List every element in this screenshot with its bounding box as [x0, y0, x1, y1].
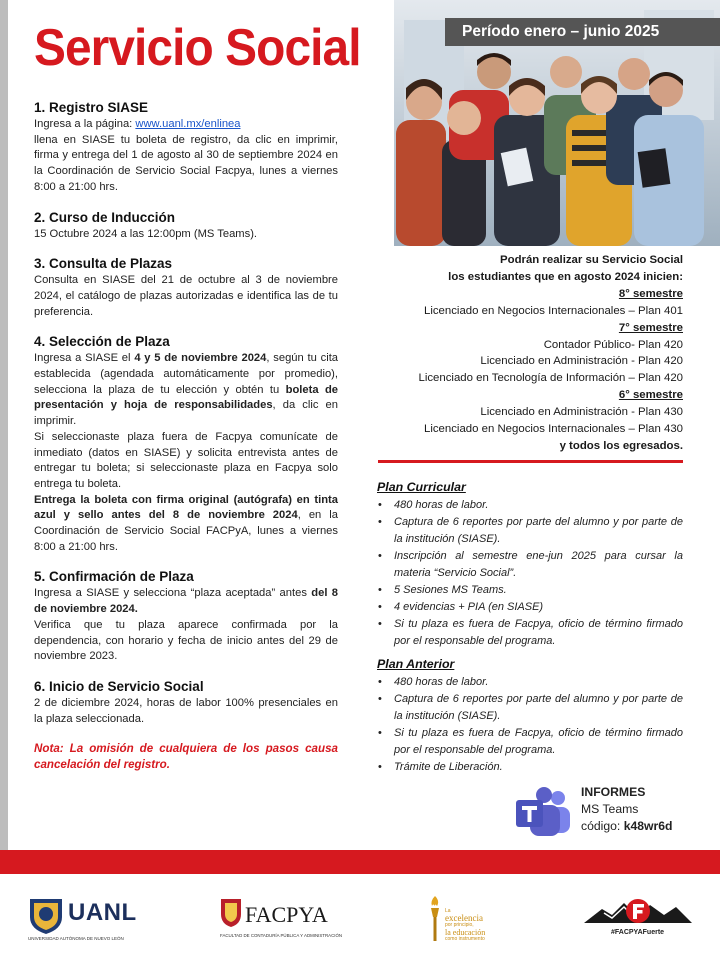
- page-title: Servicio Social: [34, 19, 361, 77]
- step-heading: 1. Registro SIASE: [34, 100, 149, 115]
- text-fragment: , da clic en imprimir.: [34, 399, 338, 428]
- step-heading: 4. Selección de Plaza: [34, 334, 170, 350]
- facpya-shield-icon: [220, 898, 242, 928]
- uanl-shield-icon: [28, 897, 64, 935]
- plan-anterior-list: [377, 674, 683, 776]
- informes-label: INFORMES: [581, 785, 646, 799]
- plan-anterior-title: Plan Anterior: [377, 657, 455, 671]
- list-item: • Si tu plaza es fuera de Facpya, oficio de término firmado por el responsable del programa.: [377, 616, 683, 650]
- list-item: • 480 horas de labor.: [377, 497, 683, 514]
- text-bold-dates: 4 y 5 de noviembre 2024: [134, 352, 267, 365]
- list-item: • Trámite de Liberación.: [377, 759, 683, 776]
- eligibility-section: [363, 252, 683, 455]
- section-divider: [378, 460, 683, 463]
- step-consulta: [34, 256, 338, 320]
- step-text: 15 Octubre 2024 a las 12:00pm (MS Teams).: [34, 227, 258, 240]
- list-item: • 4 evidencias + PIA (en SIASE): [377, 599, 683, 616]
- facpya-fuerte-logo: [584, 897, 692, 943]
- excelencia-line: La: [445, 908, 451, 914]
- step-confirmacion: [34, 569, 338, 665]
- list-item: • Captura de 6 reportes por parte del alumno y por parte de la institución (SIASE).: [377, 691, 683, 725]
- step-text: Verifica que tu plaza aparece confirmada por la dependencia, con horario y fecha de inicio antes del 29 de noviembre 2023.: [34, 618, 338, 663]
- step-text-prefix: Ingresa a la página:: [34, 118, 133, 130]
- left-grey-bar: [0, 0, 8, 850]
- step-text: Si seleccionaste plaza fuera de Facpya comunícate de inmediato (datos en SIASE) y solicita entrevista antes de entregar tu boleta; si seleccionaste plaza en Facpya solo entrega tu boleta.: [34, 430, 338, 490]
- step-induccion: [34, 210, 338, 243]
- text-fragment: , según tu cita establecida (agendada automáticamente por promedio), selecciona la plaza de tu elección y obtén tu: [34, 352, 339, 396]
- step-text: 2 de diciembre 2024, horas de labor 100% presenciales en la plaza seleccionada.: [34, 696, 338, 725]
- step-text: [34, 351, 338, 430]
- eligibility-intro: los estudiantes que en agosto 2024 inicien:: [448, 270, 683, 283]
- informes-text: [581, 784, 672, 835]
- list-item: • Inscripción al semestre ene-jun 2025 para cursar la materia “Servicio Social”.: [377, 548, 683, 582]
- semester-heading: 7° semestre: [618, 321, 683, 334]
- step-seleccion: [34, 334, 338, 555]
- step-heading: 2. Curso de Inducción: [34, 209, 176, 225]
- facpya-logo: [220, 896, 345, 944]
- excelencia-line: la educación: [445, 928, 486, 937]
- informes-code-label: código:: [581, 819, 621, 833]
- informes-platform: MS Teams: [581, 802, 639, 816]
- eligibility-intro: Podrán realizar su Servicio Social: [500, 254, 683, 266]
- text-fragment: Ingresa a SIASE y selecciona “plaza aceptada” antes: [34, 587, 307, 600]
- mountains-f-icon: [584, 897, 692, 927]
- text-bold-date: del 8 de noviembre 2024.: [34, 587, 338, 616]
- semester-heading: 8° semestre: [618, 287, 683, 300]
- informes-code-line: [581, 818, 672, 835]
- step-text: [34, 493, 338, 556]
- ms-teams-icon[interactable]: [516, 786, 572, 838]
- step-text: [34, 117, 338, 196]
- steps-column: [34, 100, 338, 773]
- list-item: • Si tu plaza es fuera de Facpya, oficio de término firmado por el responsable del programa.: [377, 725, 683, 759]
- text-fragment: Ingresa a SIASE el: [34, 352, 131, 365]
- eligibility-closing: y todos los egresados.: [559, 439, 683, 452]
- program-item: Licenciado en Negocios Internacionales – Plan 430: [424, 423, 683, 436]
- informes-box: [516, 784, 696, 844]
- siase-link[interactable]: www.uanl.mx/enlinea: [135, 118, 241, 130]
- step-inicio: [34, 679, 338, 727]
- cancellation-note: Nota: La omisión de cualquiera de los pasos causa cancelación del registro.: [34, 742, 338, 772]
- step-registro: [34, 100, 338, 196]
- excelencia-line: excelencia: [445, 913, 483, 923]
- excelencia-logo: [428, 895, 508, 945]
- list-item: • Captura de 6 reportes por parte del alumno y por parte de la institución (SIASE).: [377, 514, 683, 548]
- plan-curricular-list: [377, 497, 683, 650]
- excelencia-line: como instrumento: [445, 936, 485, 942]
- informes-code: k48wr6d: [623, 819, 673, 833]
- program-item: Licenciado en Administración - Plan 420: [480, 355, 683, 368]
- facpya-wordmark: FACPYA: [245, 902, 328, 927]
- uanl-wordmark: UANL: [68, 899, 137, 926]
- period-banner: Período enero – junio 2025: [445, 18, 720, 46]
- footer-red-band: [0, 850, 720, 874]
- torch-icon: [428, 895, 442, 943]
- excelencia-line: por principio,: [445, 922, 474, 928]
- text-bold-entrega: Entrega la boleta con firma original (autógrafa) en tinta azul y sello antes del 8 de noviembre 2024: [34, 493, 338, 522]
- step-text: [34, 586, 338, 617]
- fuerte-hashtag: #FACPYAFuerte: [611, 929, 665, 936]
- text-bold-docs: boleta de presentación y hoja de responsabilidades: [34, 383, 339, 412]
- semester-heading: 6° semestre: [618, 389, 683, 402]
- program-item: Licenciado en Negocios Internacionales – Plan 401: [424, 304, 683, 317]
- excelencia-text: [445, 908, 485, 943]
- step-heading: 5. Confirmación de Plaza: [34, 569, 194, 585]
- uanl-logo: [28, 893, 140, 945]
- plans-section: [377, 479, 683, 782]
- program-item: Contador Público- Plan 420: [543, 338, 683, 351]
- list-item: • 480 horas de labor.: [377, 674, 683, 691]
- step-text-rest: llena en SIASE tu boleta de registro, da clic en imprimir, firma y entrega del 1 de agosto al 30 de septiembre 2024 en la Coordinación de Servicio Social Facpya, lunes a viernes 8:00 a 21:00 hrs.: [34, 133, 338, 193]
- list-item: • 5 Sesiones MS Teams.: [377, 582, 683, 599]
- step-heading: 3. Consulta de Plazas: [34, 256, 173, 272]
- program-item: Licenciado en Administración - Plan 430: [480, 406, 683, 419]
- program-item: Licenciado en Tecnología de Información – Plan 420: [418, 372, 683, 385]
- facpya-subtitle: FACULTAD DE CONTADURÍA PÚBLICA Y ADMINISTRACIÓN: [220, 933, 343, 938]
- step-text: Consulta en SIASE del 21 de octubre al 3 de noviembre 2024, el catálogo de plazas autorizadas e identifica las de tu preferencia.: [34, 274, 338, 318]
- uanl-subtitle: UNIVERSIDAD AUTÓNOMA DE NUEVO LEÓN: [28, 936, 124, 941]
- text-fragment: , en la Coordinación de Servicio Social FACPyA, lunes a viernes 8:00 a 21:00 hrs.: [34, 509, 338, 553]
- step-heading: 6. Inicio de Servicio Social: [34, 678, 204, 694]
- plan-curricular-title: Plan Curricular: [377, 480, 466, 494]
